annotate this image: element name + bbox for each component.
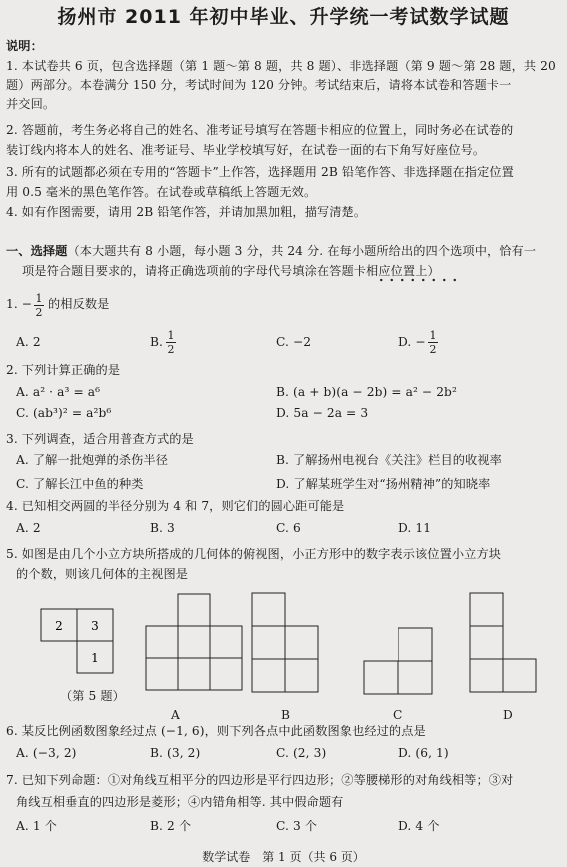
q2-stem: 2. 下列计算正确的是 [6,363,121,377]
fraction-numerator: 1 [429,329,437,342]
fraction-denominator: 2 [167,343,175,356]
q1-option-d-prefix: D. − [398,335,426,349]
q1-stem-suffix: 的相反数是 [48,297,110,311]
q7-stem-line2: 角线互相垂直的四边形是菱形；④内错角相等. 其中假命题有 [16,795,344,809]
q5-option-d-label: D [503,708,513,722]
q5-option-c-figure [362,657,434,697]
grid-number: 3 [91,619,99,633]
note-line: 1. 本试卷共 6 页，包含选择题（第 1 题～第 8 题，共 8 题）、非选择题（第 9 题～第 28 题，共 20 [6,59,556,73]
q2-option-d: D. 5a − 2a = 3 [276,406,369,420]
q3-stem: 3. 下列调查，适合用普查方式的是 [6,432,194,446]
section-title: 一、选择题 [6,244,68,258]
section-intro-line2: 项是符合题目要求的，请将正确选项前的字母代号填涂在答题卡相应位置上） [22,264,440,278]
q5-option-c-label: C [393,708,403,722]
q5-option-b-figure [250,591,322,695]
q7-stem-line1: 7. 已知下列命题：①对角线互相平分的四边形是平行四边形；②等腰梯形的对角线相等；③对 [6,773,514,787]
q5-top-view-figure [40,608,115,683]
q1-fraction [34,293,44,318]
q2-option-b: B. (a + b)(a − 2b) = a² − 2b² [276,385,457,399]
q1-option-b-prefix: B. [150,335,164,349]
q3-option-c: C. 了解长江中鱼的种类 [16,477,144,491]
q1-option-c: C. −2 [276,335,312,349]
q7-option-a: A. 1 个 [16,819,57,833]
q4-option-a: A. 2 [16,521,41,535]
q4-option-b: B. 3 [150,521,175,535]
note-line: 4. 如有作图需要，请用 2B 铅笔作答，并请加黑加粗，描写清楚。 [6,205,367,219]
q3-option-a: A. 了解一批炮弹的杀伤半径 [16,453,169,467]
q1-option-b-fraction [166,330,176,355]
q5-option-a-figure [143,593,243,693]
emphasis-dots [376,278,456,282]
note-line: 装订线内将本人的姓名、准考证号、毕业学校填写好，在试卷一面的右下角写好座位号。 [6,143,486,157]
q4-option-d: D. 11 [398,521,432,535]
q1-stem-prefix: 1. − [6,297,33,311]
q5-option-b-label: B [281,708,291,722]
section-heading [6,243,536,259]
note-line: 2. 答题前，考生务必将自己的姓名、准考证号填写在答题卡相应的位置上，同时务必在试卷的 [6,123,514,137]
q5-caption: （第 5 题） [60,689,125,703]
q6-option-a: A. (−3, 2) [16,746,77,760]
q3-option-d: D. 了解某班学生对“扬州精神”的知晓率 [276,477,491,491]
grid-number: 1 [91,651,99,665]
q6-option-b: B. (3, 2) [150,746,201,760]
q7-option-d: D. 4 个 [398,819,440,833]
q1-option-d-fraction [428,330,438,355]
q5-stem-line1: 5. 如图是由几个小立方块所搭成的几何体的俯视图，小正方形中的数字表示该位置小立方块 [6,547,502,561]
q2-option-a: A. a² · a³ = a⁶ [16,385,101,399]
q5-stem-line2: 的个数，则该几何体的主视图是 [16,567,189,581]
note-line: 用 0.5 毫米的黑色笔作答。在试卷或草稿纸上答题无效。 [6,185,317,199]
q5-option-d-figure [468,591,544,695]
fraction-numerator: 1 [167,329,175,342]
q4-stem: 4. 已知相交两圆的半径分别为 4 和 7，则它们的圆心距可能是 [6,499,345,513]
fraction-numerator: 1 [35,292,43,305]
section-intro: （本大题共有 8 小题，每小题 3 分，共 24 分. 在每小题所给出的四个选项中，恰有一 [67,244,537,258]
q3-option-b: B. 了解扬州电视台《关注》栏目的收视率 [276,453,502,467]
note-line: 3. 所有的试题都必须在专用的“答题卡”上作答，选择题用 2B 铅笔作答、非选择题在指定位置 [6,165,514,179]
q4-option-c: C. 6 [276,521,301,535]
note-line: 题）两部分。本卷满分 150 分，考试时间为 120 分钟。考试结束后，请将本试卷和答题卡一 [6,78,512,92]
q7-option-b: B. 2 个 [150,819,192,833]
q6-option-d: D. (6, 1) [398,746,449,760]
fraction-denominator: 2 [429,343,437,356]
q6-stem: 6. 某反比例函数图象经过点 (−1, 6)，则下列各点中此函数图象也经过的点是 [6,724,426,738]
q2-option-c: C. (ab³)² = a²b⁶ [16,406,112,420]
q5-option-c-figure-top [398,625,434,661]
q5-option-a-label: A [171,708,180,722]
fraction-denominator: 2 [35,306,43,319]
note-line: 并交回。 [6,97,56,111]
page-footer: 数学试卷 第 1 页（共 6 页） [202,850,365,864]
q7-option-c: C. 3 个 [276,819,318,833]
grid-number: 2 [55,619,63,633]
page-title: 扬州市 2011 年初中毕业、升学统一考试数学试题 [57,6,510,28]
notes-heading: 说明： [6,39,43,53]
q6-option-c: C. (2, 3) [276,746,327,760]
q1-option-a: A. 2 [16,335,41,349]
